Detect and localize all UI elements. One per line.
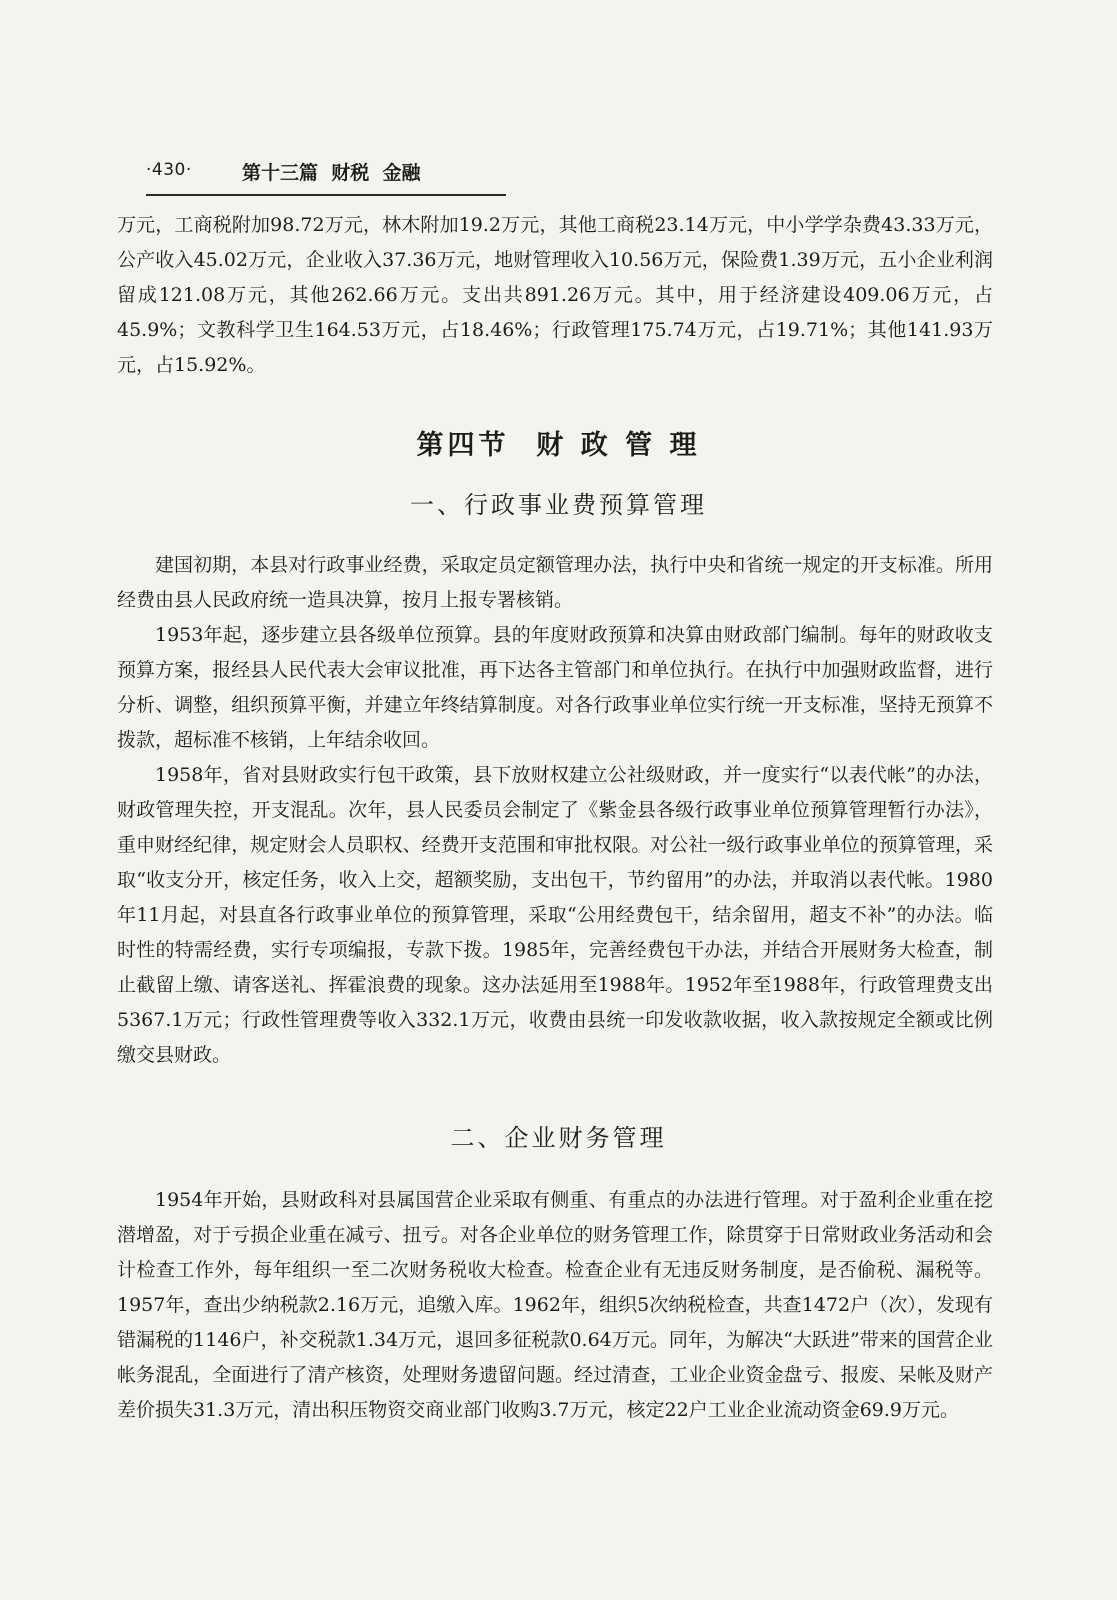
paragraph: 1953年起，逐步建立县各级单位预算。县的年度财政预算和决算由财政部门编制。每年的财政收支预算方案，报经县人民代表大会审议批准，再下达各主管部门和单位执行。在执行中加强财政监督，进行分析、调整，组织预算平衡，并建立年终结算制度。对各行政事业单位实行统一开支标准，坚持无预算不拨款，超标准不核销，上年结余收回。 — [117, 624, 993, 751]
enterprise-section-body — [117, 1183, 993, 1428]
running-header — [146, 158, 506, 196]
continued-paragraph: 万元，工商税附加98.72万元，林木附加19.2万元，其他工商税23.14万元，中小学学杂费43.33万元，公产收入45.02万元，企业收入37.36万元，地财管理收入10.56万元，保险费1.39万元，五小企业利润留成121.08万元，其他262.66万元。支出共891.26万元。其中，用于经济建设409.06万元，占45.9%；文教科学卫生164.53万元，占18.46%；行政管理175.74万元，占19.71%；其他141.93万元，占15.92%。 — [117, 214, 993, 376]
budget-section-body — [117, 548, 993, 1073]
subsection-title-budget: 一、行政事业费预算管理 — [410, 491, 707, 519]
top-paragraph-block — [117, 208, 993, 383]
paragraph: 1954年开始，县财政科对县属国营企业采取有侧重、有重点的办法进行管理。对于盈利企业重在挖潜增盈，对于亏损企业重在减亏、扭亏。对各企业单位的财务管理工作，除贯穿于日常财政业务活动和会计检查工作外，每年组织一至二次财务税收大检查。检查企业有无违反财务制度，是否偷税、漏税等。1957年，查出少纳税款2.16万元，追缴入库。1962年，组织5次纳税检查，共查1472户（次），发现有错漏税的1146户，补交税款1.34万元，退回多征税款0.64万元。同年，为解决“大跃进”带来的国营企业帐务混乱，全面进行了清产核资，处理财务遗留问题。经过清查，工业企业资金盘亏、报废、呆帐及财产差价损失31.3万元，清出积压物资交商业部门收购3.7万元，核定22户工业企业流动资金69.9万元。 — [117, 1189, 993, 1421]
paragraph: 建国初期，本县对行政事业经费，采取定员定额管理办法，执行中央和省统一规定的开支标准。所用经费由县人民政府统一造具决算，按月上报专署核销。 — [117, 554, 993, 611]
chapter-title: 第十三篇 财税 金融 — [242, 162, 421, 184]
section-title: 第四节 财 政 管 理 — [416, 430, 701, 461]
subsection-title-enterprise: 二、企业财务管理 — [450, 1124, 667, 1152]
page-number: ·430· — [146, 160, 192, 180]
paragraph: 1958年，省对县财政实行包干政策，县下放财权建立公社级财政，并一度实行“以表代帐”的办法，财政管理失控，开支混乱。次年，县人民委员会制定了《紫金县各级行政事业单位预算管理暂行办法》，重申财经纪律，规定财会人员职权、经费开支范围和审批权限。对公社一级行政事业单位的预算管理，采取“收支分开，核定任务，收入上交，超额奖励，支出包干，节约留用”的办法，并取消以表代帐。1980年11月起，对县直各行政事业单位的预算管理，采取“公用经费包干，结余留用，超支不补”的办法。临时性的特需经费，实行专项编报，专款下拨。1985年，完善经费包干办法，并结合开展财务大检查，制止截留上缴、请客送礼、挥霍浪费的现象。这办法延用至1988年。1952年至1988年，行政管理费支出5367.1万元；行政性管理费等收入332.1万元，收费由县统一印发收款收据，收入款按规定全额或比例缴交县财政。 — [117, 764, 993, 1066]
